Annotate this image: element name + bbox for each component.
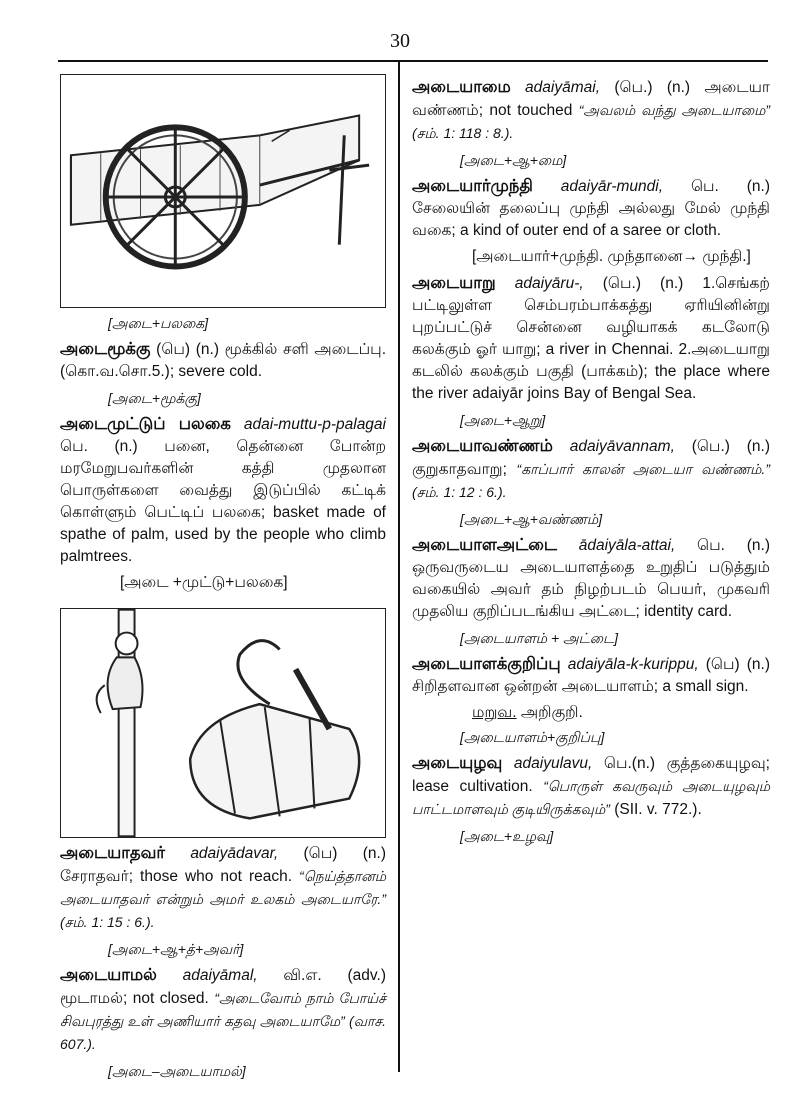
definition: (பெ) (n.) மூக்கில் சளி அடைப்பு. (கொ.வ.சொ.5.); severe cold.	[60, 341, 386, 380]
headword: அடையாமை	[412, 78, 511, 96]
etymology: [அடை+உழவு]	[460, 828, 554, 844]
cart-illustration	[60, 74, 386, 308]
dictionary-entry	[60, 964, 386, 1056]
right-column	[412, 74, 770, 851]
definition: பெ.(n.) குத்தகையுழவு; lease cultivation.	[412, 755, 770, 795]
definition: பெ. (n.) சேலையின் தலைப்பு முந்தி அல்லது மேல் முந்தி வகை; a kind of outer end of a saree or cloth.	[412, 178, 770, 239]
column-divider	[398, 62, 400, 1072]
transliteration: adai-muttu-p-palagai	[243, 416, 386, 433]
synonym-label: மறுவ.	[472, 704, 517, 721]
definition: (பெ.) (n.) 1.செங்கற் பட்டிலுள்ள செம்பரம்பாக்கத்து ஏரியினின்று புறப்பட்டுச் சென்னை வழியாகக் கடலோடு கலக்கும் ஓர் யாறு; a river in Chennai. 2.அடையாறு கடலில் கலக்கும் பகுதி (பாக்கம்); the place where the river adaiyār joins Bay of Bengal Sea.	[412, 275, 770, 402]
transliteration: adaiyādavar,	[190, 845, 279, 862]
transliteration: adaiyār-mundi,	[560, 178, 664, 195]
dictionary-entry	[412, 76, 770, 145]
citation: “அவலம் வந்து அடையாமை” (சம். 1: 118 : 8.).	[412, 102, 771, 141]
headword: அடையாளஅட்டை	[412, 536, 557, 554]
etymology: [அடை+ஆ+வண்ணம்]	[460, 511, 603, 527]
dictionary-entry	[412, 653, 770, 698]
transliteration: adaiyāvannam,	[569, 438, 675, 455]
etymology: [அடை+ஆ+மை]	[460, 152, 567, 168]
transliteration: adaiyāmai,	[525, 79, 601, 96]
palm-climber-illustration	[60, 608, 386, 838]
citation: “அடைவோம் நாம் போய்ச் சிவபுரத்து உள் அணியார் கதவு அடையாமே” (வாச. 607.).	[60, 990, 386, 1052]
headword: அடைமுட்டுப் பலகை	[60, 415, 231, 433]
transliteration: adaiyāla-k-kurippu,	[567, 656, 699, 673]
definition: (பெ) (n.) சிறிதளவான ஒன்றன் அடையாளம்; a small sign.	[412, 656, 770, 695]
transliteration: ādaiyāla-attai,	[578, 537, 676, 554]
citation: “காப்பார் காலன் அடையா வண்ணம்.” (சம். 1: 12 : 6.).	[412, 461, 770, 500]
bullock-cart-drawing	[61, 75, 385, 307]
headword: அடையாளக்குறிப்பு	[412, 655, 561, 673]
dictionary-entry	[60, 413, 386, 568]
dictionary-entry	[412, 534, 770, 623]
dictionary-entry	[412, 435, 770, 504]
dictionary-entry	[60, 338, 386, 383]
header-rule	[58, 60, 768, 62]
definition: பெ. (n.) பனை, தென்னை போன்ற மரமேறுபவர்களின் கத்தி முதலான பொருள்களை வைத்து இடுப்பில் கட்டிக் கொள்ளும் பெட்டிப் பலகை; basket made of spathe of palm, used by the people who climb palmtrees.	[60, 438, 386, 565]
etymology: [அடை–அடையாமல்]	[108, 1063, 246, 1079]
headword: அடையுழவு	[412, 754, 503, 772]
headword: அடையாறு	[412, 274, 496, 292]
transliteration: adaiyulavu,	[513, 755, 593, 772]
synonym-value: அறிகுறி.	[520, 704, 583, 721]
definition: (பெ.) (n.) அடையா வண்ணம்; not touched	[412, 79, 770, 119]
headword: அடைமூக்கு	[60, 340, 151, 358]
etymology: [அடையாளம்+குறிப்பு]	[460, 729, 605, 745]
etymology: [அடையாளம் + அட்டை]	[460, 630, 618, 646]
headword: அடையார்முந்தி	[412, 177, 533, 195]
dictionary-entry	[412, 175, 770, 242]
definition: வி.எ. (adv.) மூடாமல்; not closed.	[60, 967, 386, 1007]
synonym-note	[412, 702, 770, 724]
citation: “பொருள் கவருவும் அடையுழவும் பாட்டமாளவும் குடியிருக்கவும்”	[412, 778, 771, 817]
headword: அடையாமல்	[60, 966, 157, 984]
headword: அடையாவண்ணம்	[412, 437, 553, 455]
dictionary-entry	[60, 842, 386, 934]
citation: “நெய்த்தானம் அடையாதவர் என்றும் அமர் உலகம் அடையாரே.” (சம். 1: 15 : 6.).	[60, 868, 386, 930]
page-number: 30	[390, 30, 410, 52]
etymology: [அடை+ஆ+த்+அவர்]	[108, 941, 244, 957]
dictionary-entry	[412, 752, 770, 821]
etymology: [அடை+மூக்கு]	[108, 390, 201, 406]
etymology: [அடை+பலகை]	[108, 315, 209, 331]
left-column	[60, 74, 386, 1086]
transliteration: adaiyāru-,	[514, 275, 584, 292]
definition: (பெ) (n.) சேராதவர்; those who not reach.	[60, 845, 386, 885]
definition: (பெ.) (n.) குறுகாதவாறு;	[412, 438, 770, 478]
etymology: [அடை+ஆறு]	[460, 412, 546, 428]
etymology: [அடை +முட்டு+பலகை]	[120, 574, 288, 591]
definition: பெ. (n.) ஒருவருடைய அடையாளத்தை உறுதிப் படுத்தும் வகையில் அவர் தம் நிழற்படம் பெயர், முகவரி முதலிய குறிப்படங்கிய அட்டை; identity card.	[412, 537, 770, 620]
headword: அடையாதவர்	[60, 844, 166, 862]
palm-climber-drawing	[61, 609, 385, 837]
etymology: [அடையார்+முந்தி. முந்தானை→ முந்தி.]	[472, 248, 751, 265]
transliteration: adaiyāmal,	[182, 967, 258, 984]
source-reference: (SII. v. 772.).	[614, 801, 702, 818]
dictionary-entry	[412, 272, 770, 405]
